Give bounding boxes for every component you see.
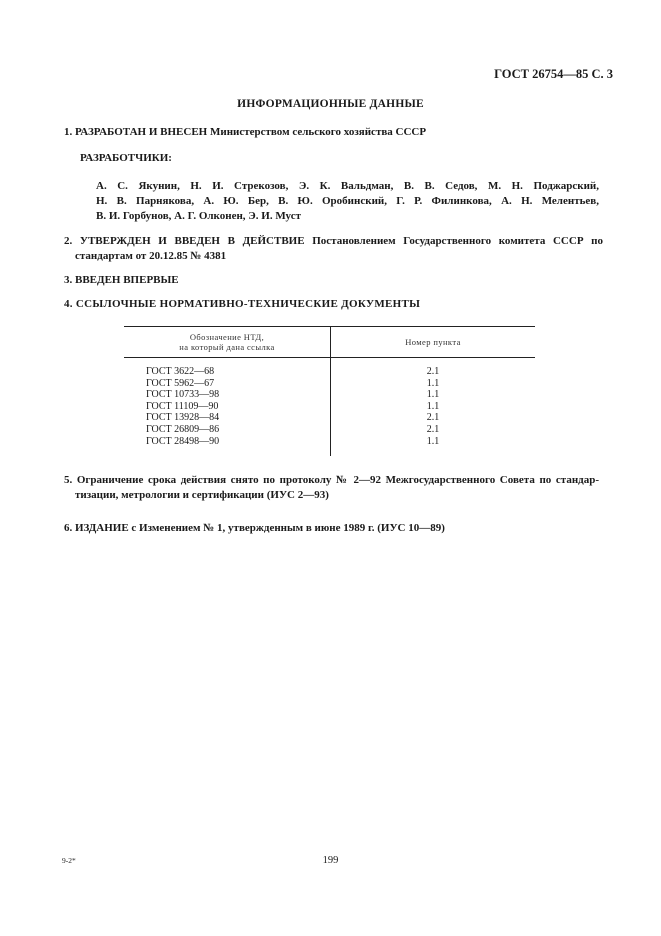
section-5-line-2: тизации, метрологии и сертификации (ИУС 2—93) xyxy=(75,489,329,501)
table-row xyxy=(124,436,535,457)
developers-line-2: Н. В. Парнякова, А. Ю. Бер, В. Ю. Оробинский, Г. Р. Филинкова, А. Н. Мелентьев, xyxy=(96,195,599,207)
doc-cell: ГОСТ 28498—90 xyxy=(124,436,331,457)
section-4: 4. ССЫЛОЧНЫЕ НОРМАТИВНО-ТЕХНИЧЕСКИЕ ДОКУМЕНТЫ xyxy=(64,298,421,310)
developers-line-3: В. И. Горбунов, А. Г. Олконен, Э. И. Муст xyxy=(96,210,302,222)
section-1 xyxy=(64,125,604,140)
table-row xyxy=(124,378,535,390)
section-5-line-1: 5. Ограничение срока действия снято по протоколу № 2—92 Межгосударственного Совета по стандар- xyxy=(64,474,599,486)
table-header-item-number: Номер пункта xyxy=(331,327,536,358)
header-designation-line-1: Обозначение НТД, xyxy=(189,332,265,342)
doc-cell: ГОСТ 11109—90 xyxy=(124,401,331,413)
section-2-text-1: Постановлением Государственного комитета СССР по xyxy=(312,235,604,247)
doc-cell: ГОСТ 5962—67 xyxy=(124,378,331,390)
item-cell: 1.1 xyxy=(426,435,440,447)
table-row xyxy=(124,358,535,378)
table-row xyxy=(124,401,535,413)
table-header-designation xyxy=(124,327,331,358)
table-row xyxy=(124,424,535,436)
item-cell: 1.1 xyxy=(426,389,440,401)
table-header-row xyxy=(124,327,535,358)
section-2-lead: 2. УТВЕРЖДЕН И ВВЕДЕН В ДЕЙСТВИЕ xyxy=(64,235,305,247)
section-6: 6. ИЗДАНИЕ с Изменением № 1, утвержденным в июне 1989 г. (ИУС 10—89) xyxy=(64,522,445,534)
item-cell: 2.1 xyxy=(426,423,440,435)
section-1-text: Министерством сельского хозяйства СССР xyxy=(209,126,427,138)
referenced-documents-table xyxy=(124,326,535,456)
footer-mark: 9-2* xyxy=(62,856,76,865)
item-cell: 2.1 xyxy=(426,412,440,424)
section-2 xyxy=(64,234,603,264)
developers-line-1: А. С. Якунин, Н. И. Стрекозов, Э. К. Вальдман, В. В. Седов, М. Н. Поджарский, xyxy=(96,180,599,192)
table-row xyxy=(124,412,535,424)
page-title: ИНФОРМАЦИОННЫЕ ДАННЫЕ xyxy=(237,98,424,110)
item-cell: 1.1 xyxy=(426,377,440,389)
item-cell: 1.1 xyxy=(426,400,440,412)
table-row xyxy=(124,389,535,401)
developers-label: РАЗРАБОТЧИКИ: xyxy=(80,152,172,164)
section-5 xyxy=(64,473,599,503)
doc-cell: ГОСТ 26809—86 xyxy=(124,424,331,436)
section-2-line-2: стандартам от 20.12.85 № 4381 xyxy=(75,250,227,262)
developers-list xyxy=(96,179,599,224)
item-cell: 2.1 xyxy=(426,366,440,377)
header-designation-line-2: на который дана ссылка xyxy=(179,342,275,352)
doc-cell: ГОСТ 3622—68 xyxy=(124,358,331,378)
section-2-line-1 xyxy=(64,234,603,249)
standard-reference: ГОСТ 26754—85 С. 3 xyxy=(494,67,613,81)
page-number: 199 xyxy=(322,855,339,866)
doc-cell: ГОСТ 13928—84 xyxy=(124,412,331,424)
doc-cell: ГОСТ 10733—98 xyxy=(124,389,331,401)
section-3: 3. ВВЕДЕН ВПЕРВЫЕ xyxy=(64,274,179,286)
section-1-lead: 1. РАЗРАБОТАН И ВНЕСЕН xyxy=(64,126,208,138)
